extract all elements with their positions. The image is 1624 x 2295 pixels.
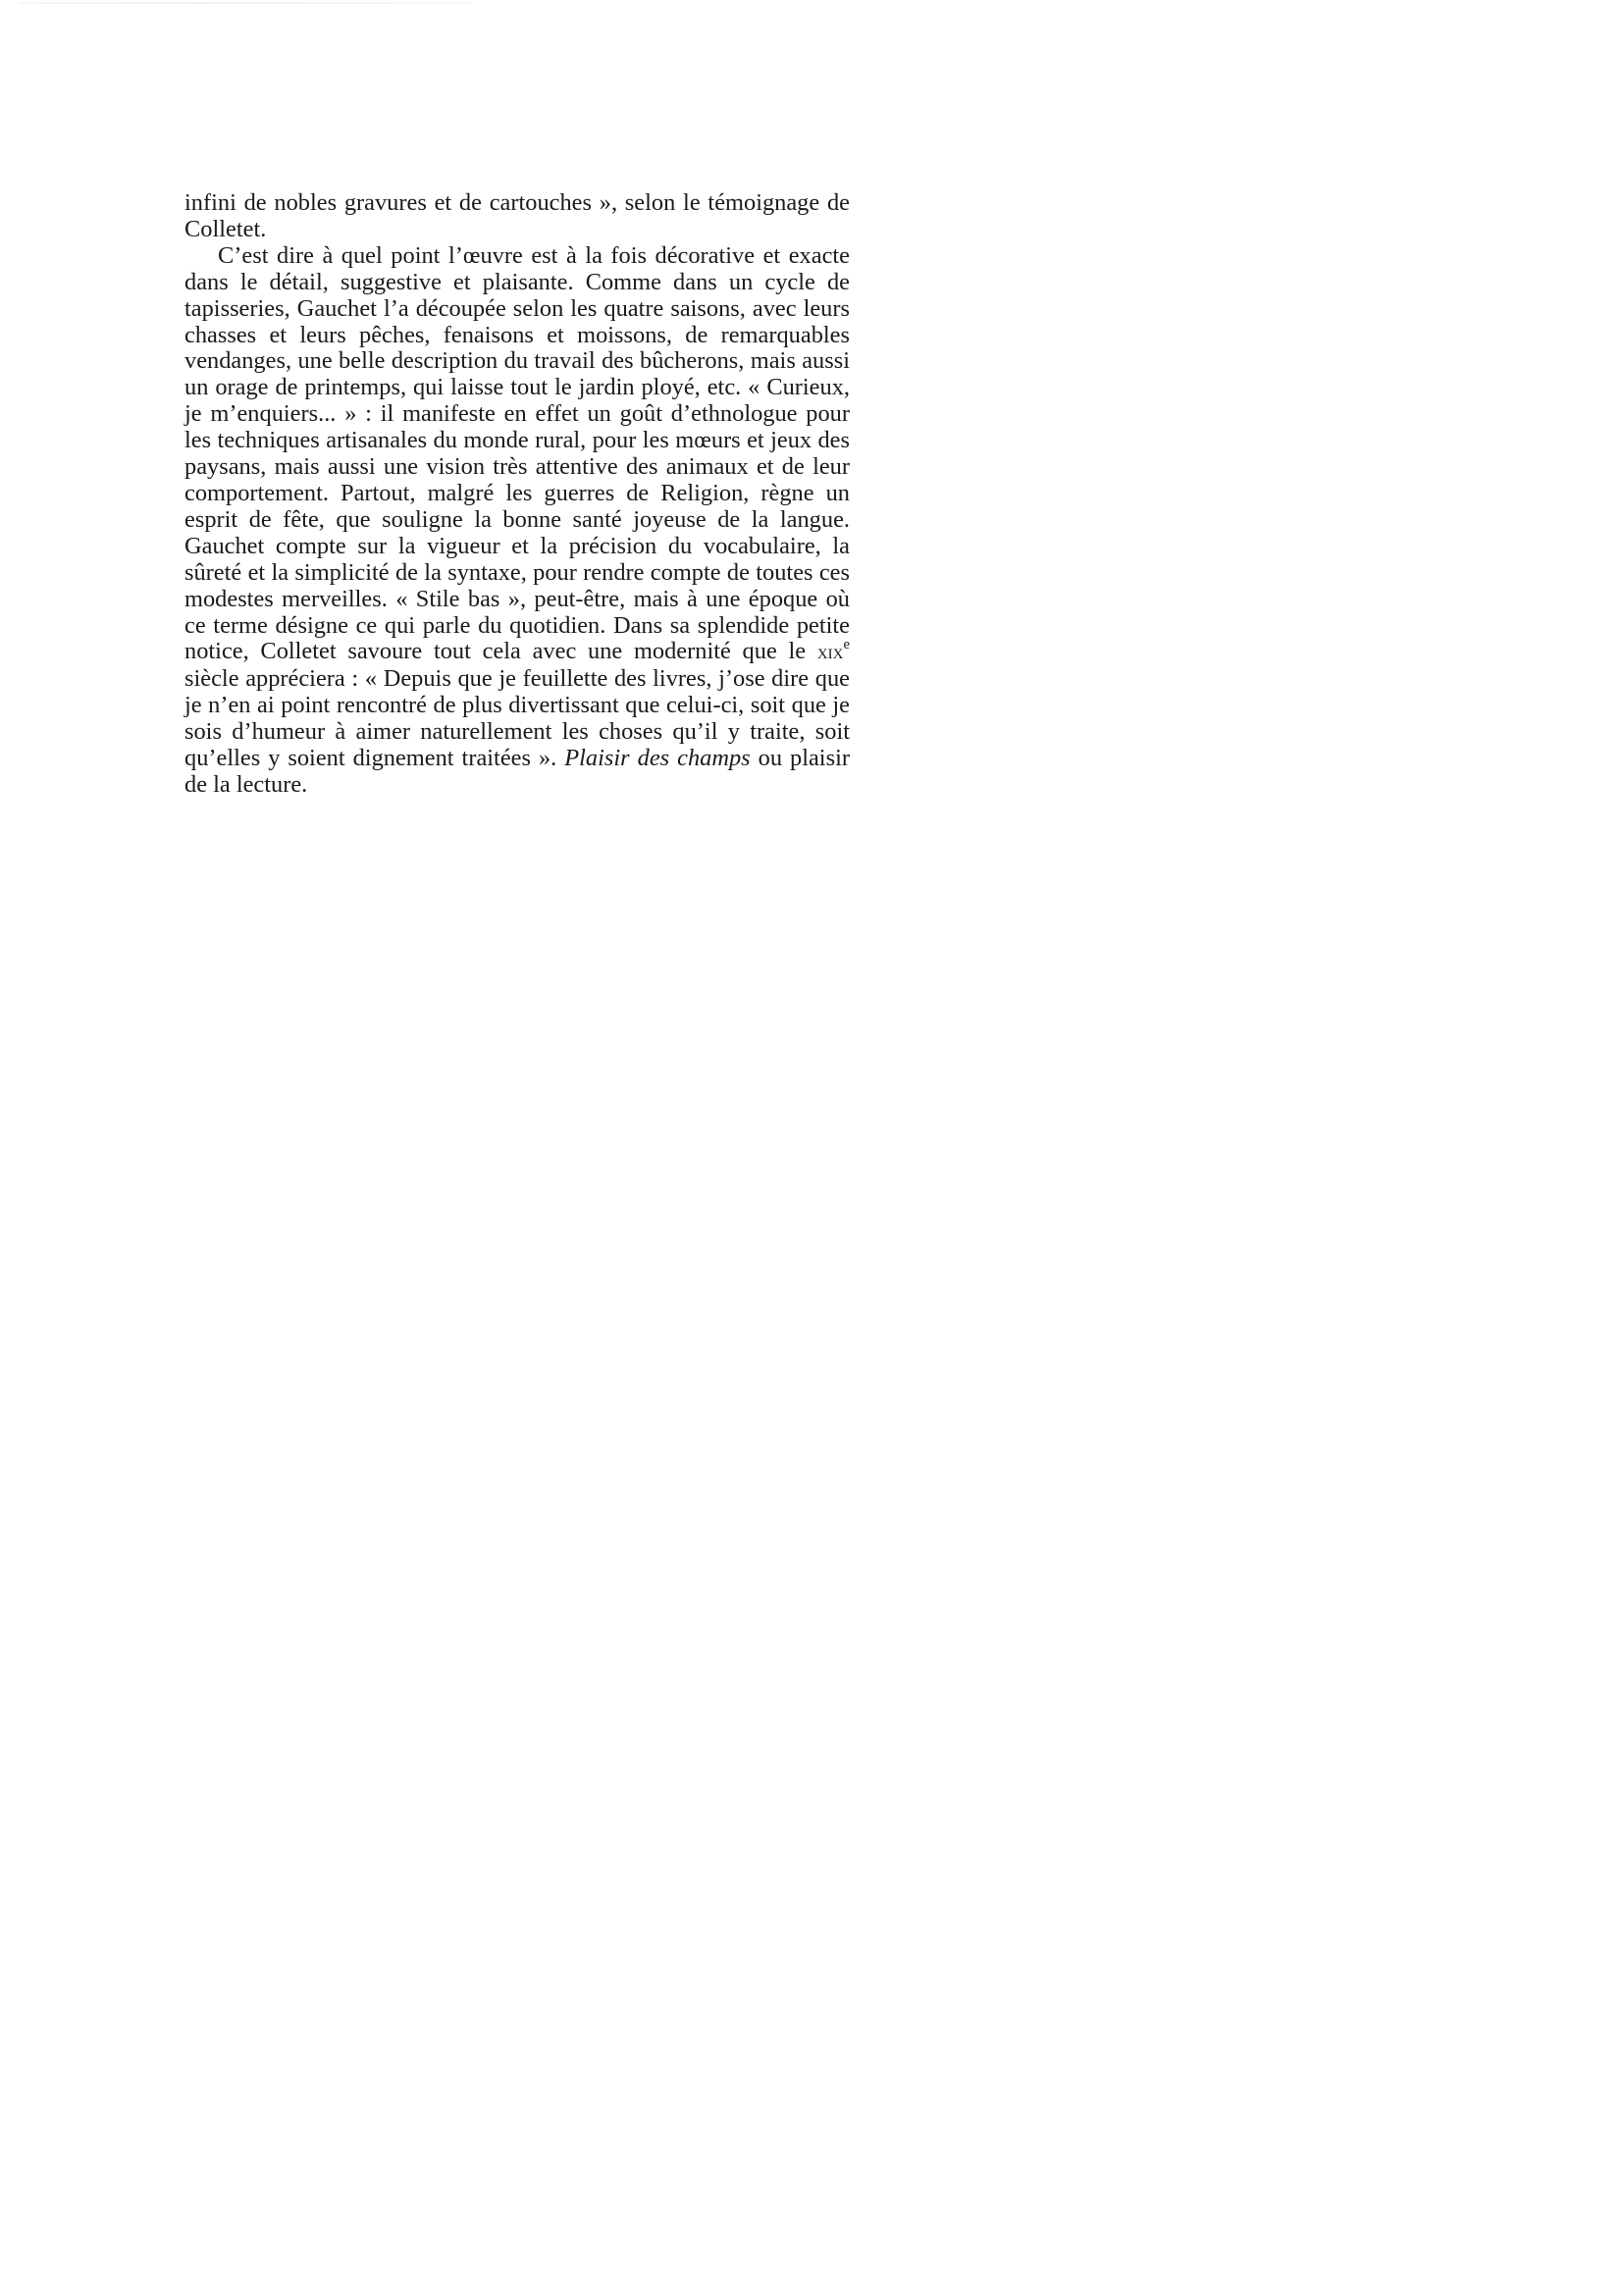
paragraph-1: infini de nobles gravures et de cartouches », selon le témoignage de Colletet.: [184, 189, 850, 242]
paragraph-2-text-b: siècle appréciera : « Depuis que je feuillette des livres, j’ose dire que je n’en ai point rencontré de plus divertissant que celui-ci, soit que je sois d’humeur à aimer naturellement les choses qu’il y traite, soit qu’elles y soient dignement traitées ».: [184, 665, 850, 772]
century-superscript: e: [843, 637, 850, 653]
paragraph-2: [184, 243, 850, 799]
book-title: Plaisir des champs: [564, 745, 751, 772]
paragraph-2-text-a: C’est dire à quel point l’œuvre est à la fois décorative et exacte dans le détail, suggestive et plaisante. Comme dans un cycle de tapisseries, Gauchet l’a découpée selon les quatre saisons, avec leurs chasses et leurs pêches, fenaisons et moissons, de remarquables vendanges, une belle description du travail des bûcherons, mais aussi un orage de printemps, qui laisse tout le jardin ployé, etc. « Curieux, je m’enquiers... » : il manifeste en effet un goût d’ethnologue pour les techniques artisanales du monde rural, pour les mœurs et jeux des paysans, mais aussi une vision très attentive des animaux et de leur comportement. Partout, malgré les guerres de Religion, règne un esprit de fête, que souligne la bonne santé joyeuse de la langue. Gauchet compte sur la vigueur et la précision du vocabulaire, la sûreté et la simplicité de la syntaxe, pour rendre compte de toutes ces modestes merveilles. « Stile bas », peut-être, mais à une époque où ce terme désigne ce qui parle du quotidien. Dans sa splendide petite notice, Colletet savoure tout cela avec une modernité que le: [184, 241, 850, 665]
paragraph-2-text-c: ou plaisir de la lecture.: [184, 745, 850, 798]
century-numeral: xix: [816, 642, 844, 664]
text-column: [184, 190, 850, 799]
scan-edge-mark: [20, 2, 471, 4]
